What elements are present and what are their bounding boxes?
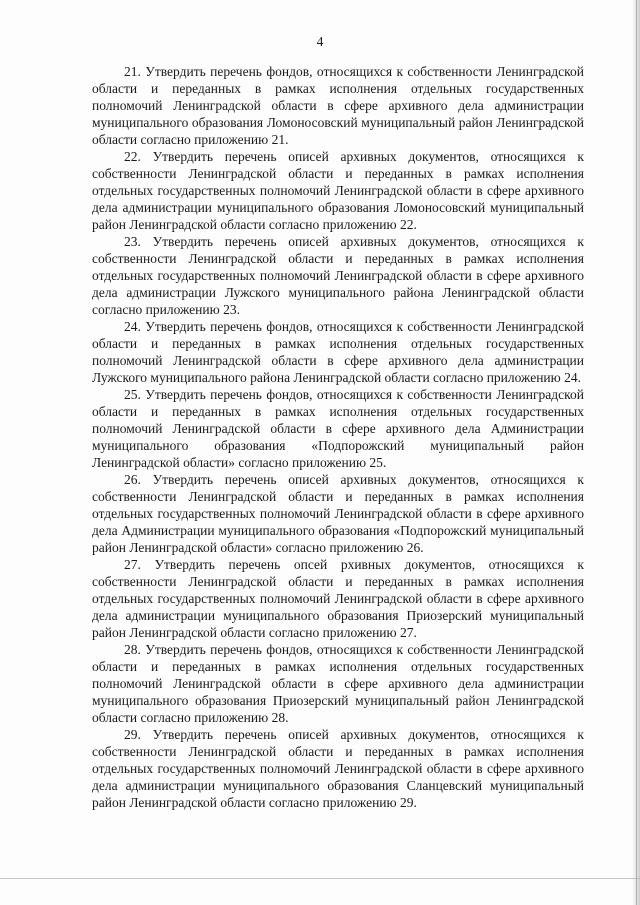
scan-bottom-edge xyxy=(0,878,640,879)
page-number: 4 xyxy=(316,34,324,49)
paragraph-26: 26. Утвердить перечень описей архивных документов, относящихся к собственности Ленинградской области и переданных в рамках исполнения отдельных государственных полномочий Ленинградской области в сфере архивного дела Администрации муниципального образования «Подпорожский муниципальный район Ленинградской области» согласно приложению 26. xyxy=(92,472,584,555)
paragraph-25: 25. Утвердить перечень фондов, относящихся к собственности Ленинградской области и переданных в рамках исполнения отдельных государственных полномочий Ленинградской области в сфере архивного дела Администрации муниципального образования «Подпорожский муниципальный район Ленинградской области» согласно приложению 25. xyxy=(92,387,584,470)
scan-right-edge-line xyxy=(636,0,637,905)
paragraph-24: 24. Утвердить перечень фондов, относящихся к собственности Ленинградской области и переданных в рамках исполнения отдельных государственных полномочий Ленинградской области в сфере архивного дела администрации Лужского муниципального района Ленинградской области согласно приложению 24. xyxy=(92,319,584,385)
document-body xyxy=(92,63,584,811)
paragraph-27: 27. Утвердить перечень опсей рхивных документов, относящихся к собственности Ленинградской области и переданных в рамках исполнения отдельных государственных полномочий Ленинградской области в сфере архивного дела администрации муниципального образования Приозерский муниципальный район Ленинградской области согласно приложению 27. xyxy=(92,557,584,640)
paragraph-29: 29. Утвердить перечень описей архивных документов, относящихся к собственности Ленинградской области и переданных в рамках исполнения отдельных государственных полномочий Ленинградской области в сфере архивного дела администрации муниципального образования Сланцевский муниципальный район Ленинградской области согласно приложению 29. xyxy=(92,727,584,810)
paragraph-22: 22. Утвердить перечень описей архивных документов, относящихся к собственности Ленинградской области и переданных в рамках исполнения отдельных государственных полномочий Ленинградской области в сфере архивного дела администрации муниципального образования Ломоносовский муниципальный район Ленинградской области согласно приложению 22. xyxy=(92,149,584,232)
paragraph-28: 28. Утвердить перечень фондов, относящихся к собственности Ленинградской области и переданных в рамках исполнения отдельных государственных полномочий Ленинградской области в сфере архивного дела администрации муниципального образования Приозерский муниципальный район Ленинградской области согласно приложению 28. xyxy=(92,642,584,725)
paragraph-23: 23. Утвердить перечень описей архивных документов, относящихся к собственности Ленинградской области и переданных в рамках исполнения отдельных государственных полномочий Ленинградской области в сфере архивного дела администрации Лужского муниципального района Ленинградской области согласно приложению 23. xyxy=(92,234,584,317)
paragraph-21: 21. Утвердить перечень фондов, относящихся к собственности Ленинградской области и переданных в рамках исполнения отдельных государственных полномочий Ленинградской области в сфере архивного дела администрации муниципального образования Ломоносовский муниципальный район Ленинградской области согласно приложению 21. xyxy=(92,64,584,147)
